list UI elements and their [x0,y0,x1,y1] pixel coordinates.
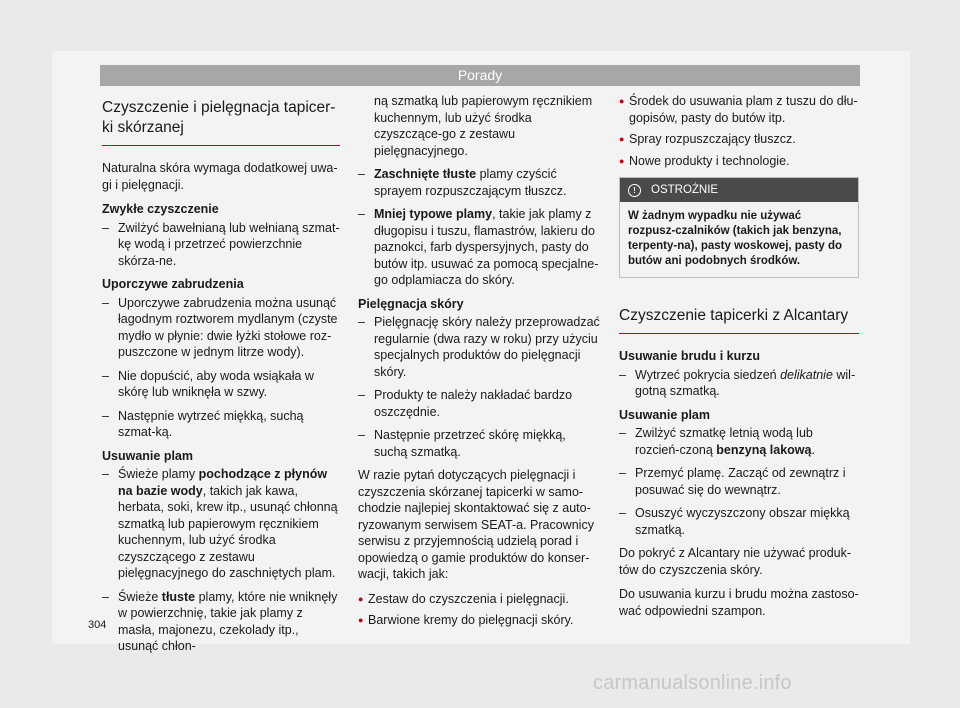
subheading-dust-removal: Usuwanie brudu i kurzu [619,349,760,363]
subheading-stubborn-dirt: Uporczywe zabrudzenia [102,277,244,291]
bold-text: Mniej typowe plamy [374,207,493,221]
column-3 [619,93,859,627]
section-heading-leather: Czyszczenie i pielęgnacja tapicer-ki skórzanej [102,98,340,146]
subheading-regular-cleaning: Zwykłe czyszczenie [102,202,219,216]
list-item [102,589,340,655]
subheading-stain-removal: Usuwanie plam [102,448,193,463]
watermark: carmanualsonline.info [593,672,792,694]
text-run: Świeże [118,589,162,604]
list-item: – Nie dopuścić, aby woda wsiąkała w skórę lub wniknęła w szwy. [102,368,340,401]
list-item: – Osuszyć wyczyszczony obszar miękką szmatką. [619,505,859,538]
subheading-stain-removal: Usuwanie plam [619,407,710,422]
text-run: Wytrzeć pokrycia siedzeń [635,367,781,382]
text-run: , takie jak plamy z długopisu i tuszu, flamastrów, lakieru do paznokci, farb dyspersyjnych, pasty do butów itp. usuwać za pomocą specjalne-go odplamiacza do skóry. [374,207,599,287]
warning-icon: ! [628,184,641,197]
bold-text: benzyną lakową [716,442,812,457]
subheading-leather-care: Pielęgnacja skóry [358,296,464,311]
caution-header [620,178,858,202]
list-item [619,425,859,458]
text-run: Świeże plamy [118,467,199,481]
list-item: – Pielęgnację skóry należy przeprowadzać regularnie (dwa razy w roku) przy użyciu specjalnych produktów do pielęgnacji skóry. [358,314,602,380]
list-item: – Następnie przetrzeć skórę miękką, suchą szmatką. [358,427,602,460]
caution-text: W żadnym wypadku nie używać rozpusz-czalników (takich jak benzyna, terpenty-na), pasty woskowej, pasty do butów ani podobnych środków. [620,202,858,277]
text-run: Zwilżyć szmatkę letnią wodą lub rozcień-czoną [635,426,813,457]
list-item [619,367,859,400]
bullet-item: ● Środek do usuwania plam z tuszu do dłu-gopisów, pasty do butów itp. [619,93,859,126]
list-item [358,166,602,199]
continued-text: ną szmatką lub papierowym ręcznikiem kuchennym, lub użyć środka czyszczące-go z zestawu pielęgnacyjnego. [374,94,593,158]
list-item: – Produkty te należy nakładać bardzo oszczędnie. [358,387,602,420]
list-item: – Przemyć plamę. Zacząć od zewnątrz i posuwać się do wewnątrz. [619,465,859,498]
text-run: . [811,442,815,457]
list-item: – Uporczywe zabrudzenia można usunąć łagodnym roztworem mydlanym (czyste mydło w płynie: dwie łyżki stołowe roz-puszczone w jednym litrze wody). [102,295,340,361]
text-run: plamy czyścić sprayem rozpuszczającym tłuszcz. [374,167,567,198]
bold-text: Zaschnięte tłuste [374,167,477,181]
bullet-item: ● Barwione kremy do pielęgnacji skóry. [358,612,602,629]
caution-box [619,177,859,278]
text-run: wil-gotną szmatką. [635,367,856,398]
list-item [358,206,602,289]
list-item: – Następnie wytrzeć miękką, suchą szmat-ką. [102,408,340,441]
text-run: , takich jak kawa, herbata, soki, krew itp., usunąć chłonną szmatką lub papierowym ręcznikiem kuchennym, lub użyć środka czyszczącego z zestawu pielęgnacyjnego do zaschniętych plam. [118,483,338,580]
caution-title: OSTROŻNIE [651,184,719,196]
bold-text: pochodzące z płynów na bazie wody [118,467,328,498]
service-paragraph: W razie pytań dotyczących pielęgnacji i czyszczenia skórzanej tapicerki w samo-chodzie najlepiej skontaktować się z auto-ryzowanym serwisem SEAT-a. Pracownicy serwisu z przyjemnością udzielą porad i opowiedzą o gamie produktów do konser-wacji, takich jak: [358,468,594,581]
section-heading-alcantara: Czyszczenie tapicerki z Alcantary [619,306,859,334]
page-number: 304 [88,619,107,631]
list-item [102,466,340,582]
bullet-item: ● Nowe produkty i technologie. [619,153,859,170]
page-header: Porady [100,65,860,86]
column-2 [358,93,602,634]
column-1 [102,98,340,662]
bullet-item: ● Spray rozpuszczający tłuszcz. [619,131,859,148]
list-item: – Zwilżyć bawełnianą lub wełnianą szmat-kę wodą i przetrzeć powierzchnie skórza-ne. [102,220,340,270]
intro-text: Naturalna skóra wymaga dodatkowej uwa-gi i pielęgnacji. [102,161,338,192]
note-paragraph: Do usuwania kurzu i brudu można zastoso-wać odpowiedni szampon. [619,587,859,618]
note-paragraph: Do pokryć z Alcantary nie używać produk-tów do czyszczenia skóry. [619,546,852,577]
text-run: plamy, które nie wniknęły w powierzchnię, takie jak plamy z masła, majonezu, czekolady itp., usunąć chłon- [118,589,338,653]
bold-text: tłuste [161,589,196,604]
bullet-item: ● Zestaw do czyszczenia i pielęgnacji. [358,591,602,608]
italic-text: delikatnie [780,367,833,382]
